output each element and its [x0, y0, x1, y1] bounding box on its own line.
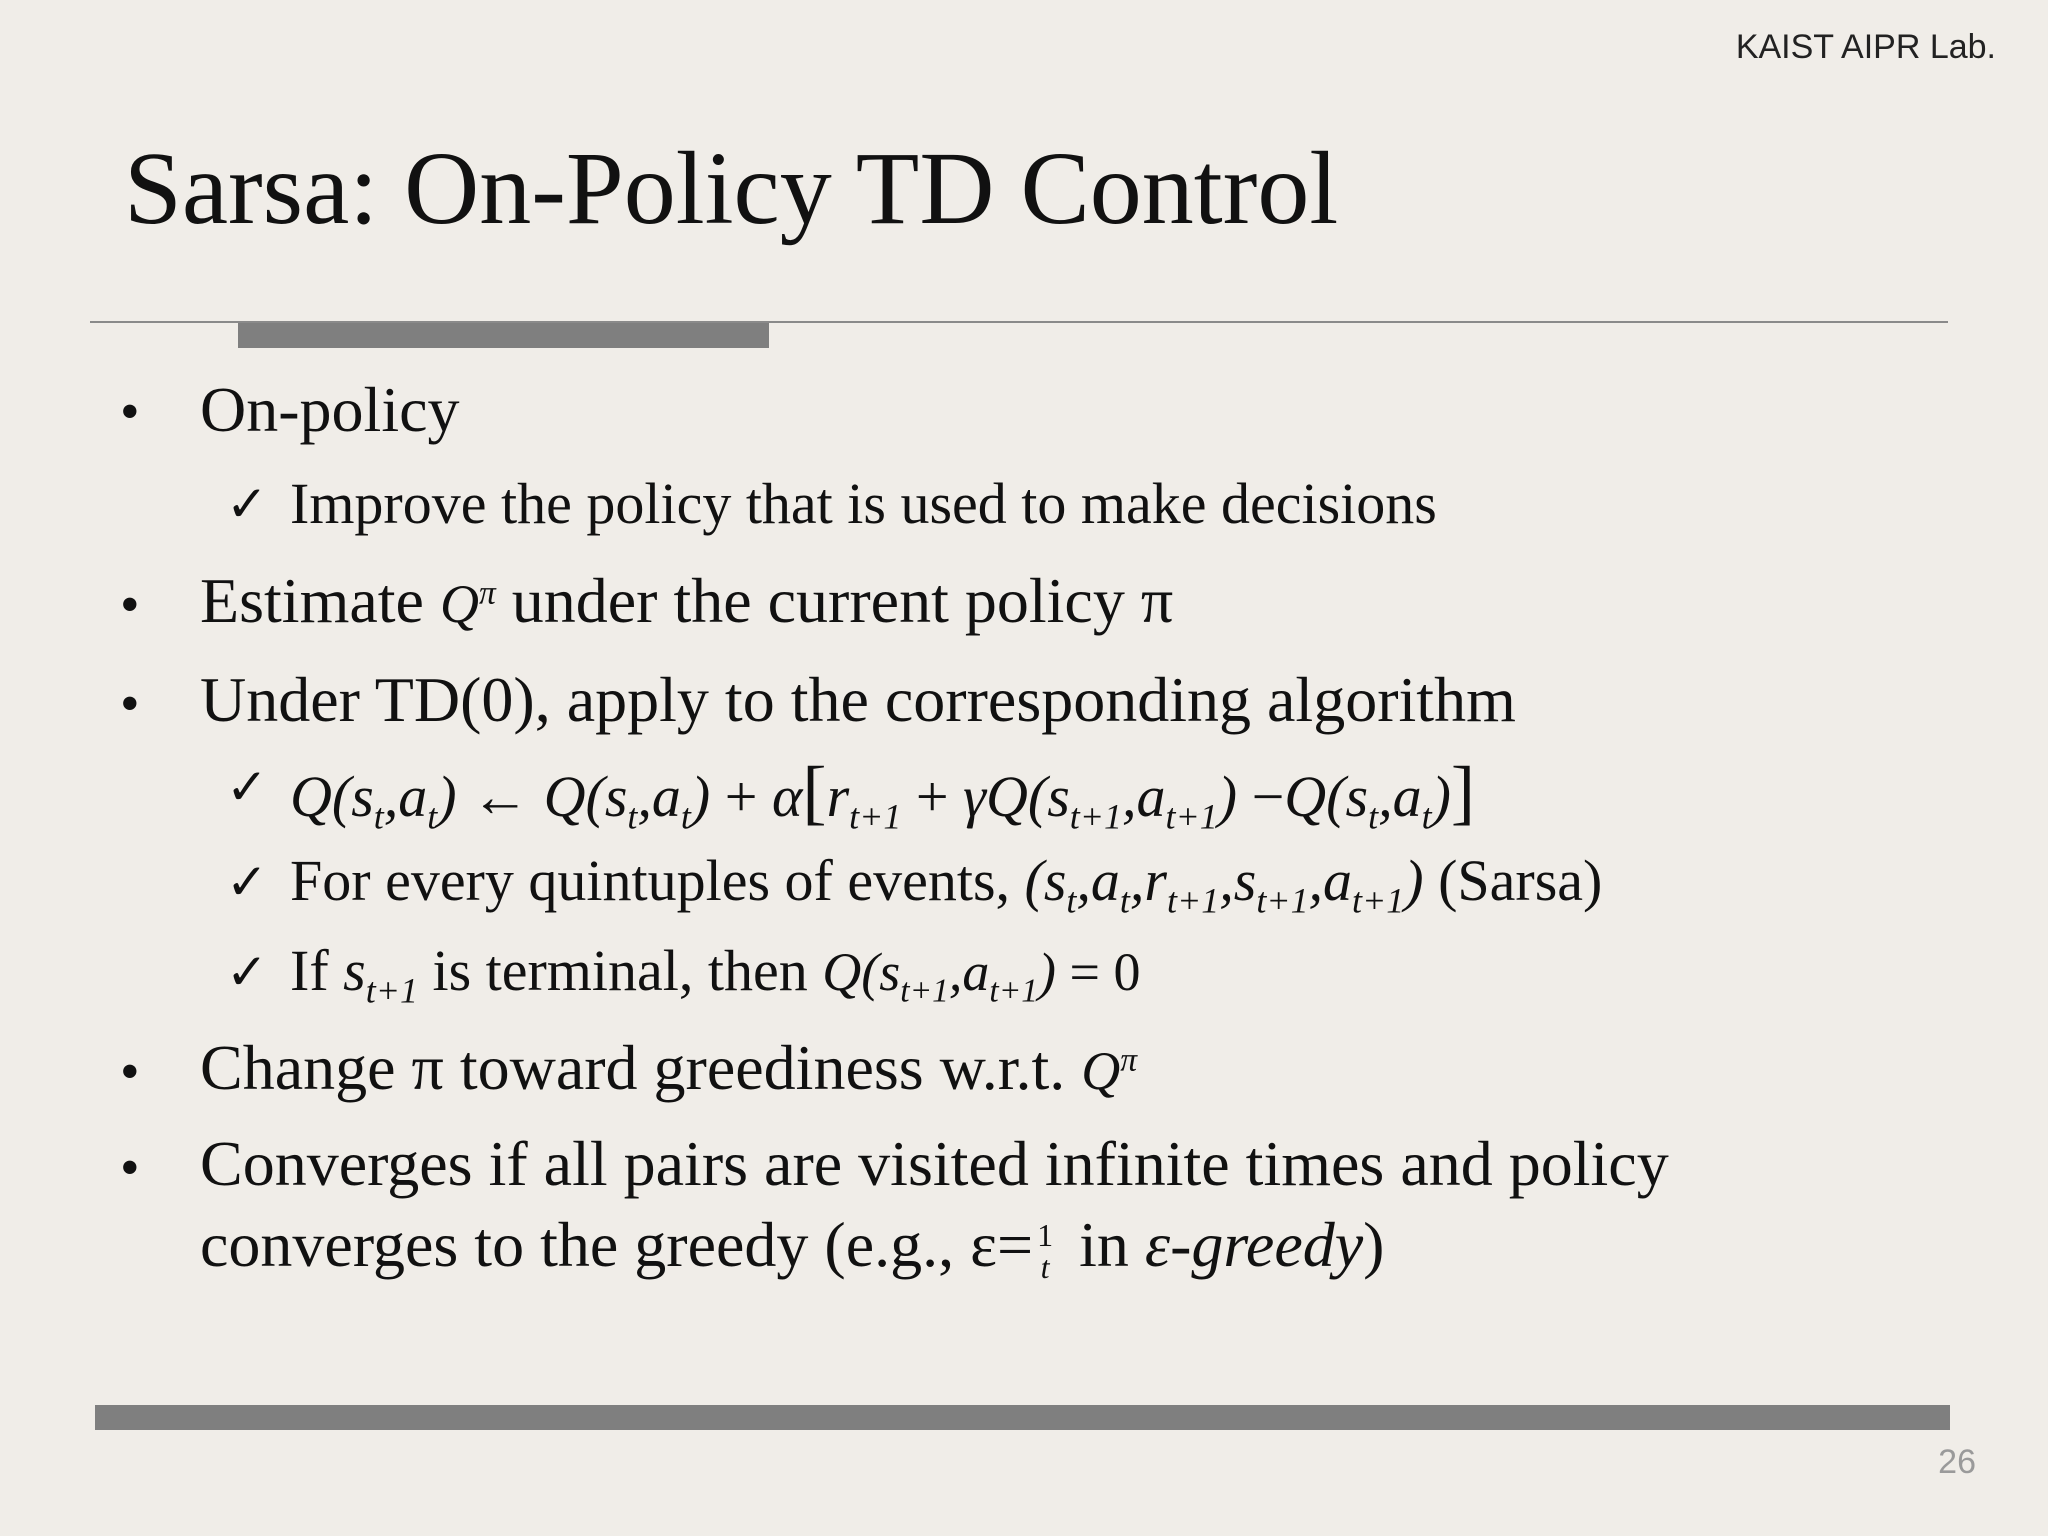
q-pi-symbol: $Q^\pi$ — [1081, 1041, 1138, 1101]
bullet-dot-3: • — [120, 673, 140, 735]
quintuples-text: For every quintuples of events, — [290, 848, 1011, 913]
one-over-t-fraction: 1 t — [1037, 1217, 1054, 1286]
check-icon: ✓ — [226, 475, 268, 533]
bullet-dot-5: • — [120, 1137, 140, 1199]
bullet-under-td0: Under TD(0), apply to the corresponding algorithm — [200, 664, 1516, 735]
quintuple-tuple: $(s_t,a_t,r_{t+1},s_{t+1},a_{t+1})$ — [1024, 848, 1424, 921]
sarsa-label: (Sarsa) — [1438, 848, 1603, 913]
s-t-plus-1: $s_{t+1}$ — [343, 938, 418, 1011]
bullet-change-pi: Change π toward greediness w.r.t. $Q^\pi$ — [200, 1032, 1138, 1103]
lab-name: KAIST AIPR Lab. — [1735, 28, 1996, 66]
page-number: 26 — [1938, 1443, 1976, 1481]
title-accent-bar — [238, 323, 769, 348]
bullet-converges-line2: converges to the greedy (e.g., ε= 1 t in ε-greedy) — [200, 1209, 1385, 1286]
bullet-dot-4: • — [120, 1041, 140, 1103]
sub-terminal: If $s_{t+1}$ is terminal, then $Q(s_{t+1},a_{t+1}) = 0$ — [290, 938, 1141, 1011]
sub-improve-policy: Improve the policy that is used to make decisions — [290, 471, 1437, 536]
sub-quintuples — [290, 847, 1603, 921]
q-pi-symbol: $Q^\pi$ — [439, 574, 496, 634]
check-icon: ✓ — [226, 758, 268, 816]
check-icon: ✓ — [226, 943, 268, 1001]
slide-title: Sarsa: On-Policy TD Control — [124, 131, 1339, 246]
terminal-q-equals-zero: $Q(s_{t+1},a_{t+1}) = 0$ — [822, 942, 1141, 1010]
bullet-dot-2: • — [120, 574, 140, 636]
check-icon: ✓ — [226, 853, 268, 911]
bullet-on-policy: On-policy — [200, 374, 460, 445]
bullet-converges-line1: Converges if all pairs are visited infinite times and policy — [200, 1128, 1669, 1199]
bullet-estimate-q — [200, 564, 1173, 638]
sarsa-update-equation: $Q(s_t,a_t)$ ← $Q(s_t,a_t) + \alpha[r_{t+1} + \gamma Q(s_{t+1},a_{t+1}) -Q(s_t,a_t)]$ — [290, 751, 1476, 837]
epsilon-greedy: ε-greedy — [1144, 1209, 1364, 1280]
estimate-text: Estimate — [200, 565, 424, 636]
estimate-rest: under the current policy π — [511, 565, 1174, 636]
bullet-dot-1: • — [120, 381, 140, 443]
footer-bar — [95, 1405, 1950, 1430]
